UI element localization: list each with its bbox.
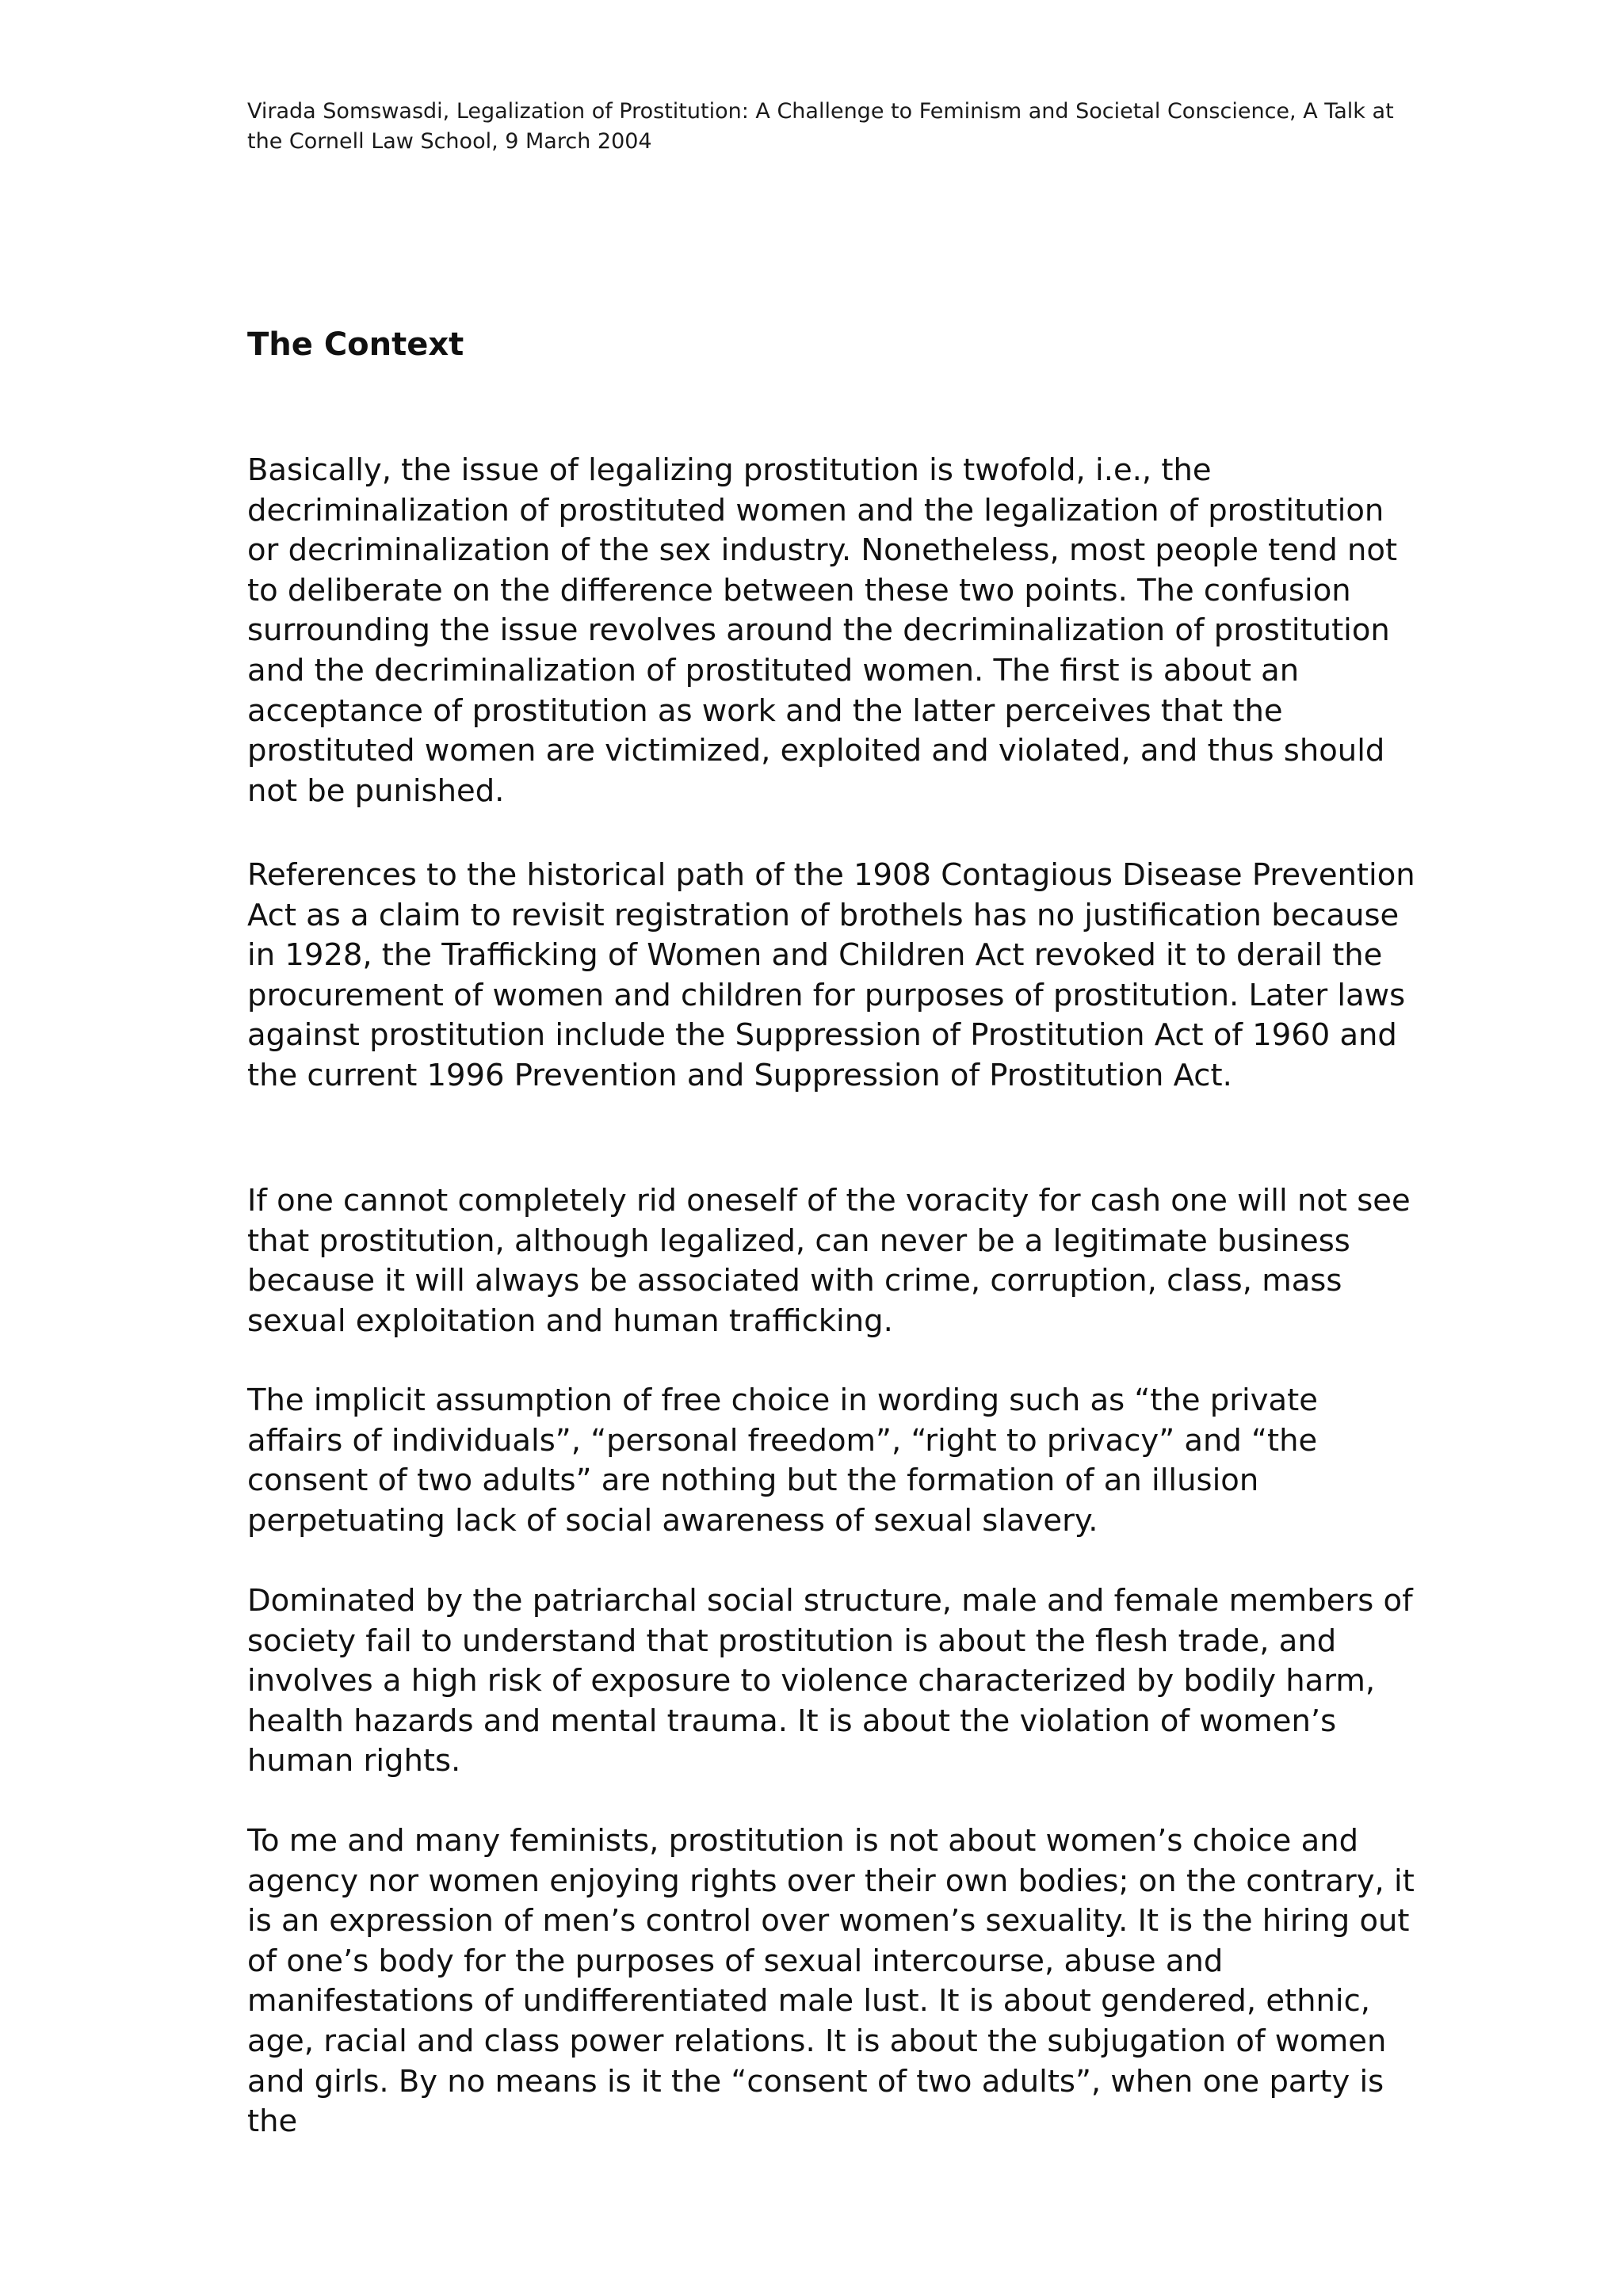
paragraph-decriminalization: Basically, the issue of legalizing prostitution is twofold, i.e., the decriminalization of prostituted women and the legalization of prostitution or decriminalization of the sex industry. Nonetheless, most people tend not to deliberate on the difference between these two points. The confusion surrounding the issue revolves around the decriminalization of prostitution and the decriminalization of prostituted women. The first is about an acceptance of prostitution as work and the latter perceives that the prostituted women are victimized, exploited and violated, and thus should not be punished. (247, 452, 1398, 809)
section-title: The Context (247, 326, 464, 363)
paragraph-legitimate-business: If one cannot completely rid oneself of the voracity for cash one will not see that prostitution, although legalized, can never be a legitimate business because it will always be associated with crime, corruption, class, mass sexual exploitation and human trafficking. (247, 1183, 1411, 1339)
paragraph-patriarchal-structure: Dominated by the patriarchal social structure, male and female members of society fail to understand that prostitution is about the flesh trade, and involves a high risk of exposure to violence characterized by bodily harm, health hazards and mental trauma. It is about the violation of women’s human rights. (247, 1583, 1413, 1779)
paragraph-historical-laws: References to the historical path of the 1908 Contagious Disease Prevention Act as a claim to revisit registration of brothels has no justification because in 1928, the Trafficking of Women and Children Act revoked it to derail the procurement of women and children for purposes of prostitution. Later laws against prostitution include the Suppression of Prostitution Act of 1960 and the current 1996 Prevention and Suppression of Prostitution Act. (247, 857, 1415, 1093)
paragraph-free-choice: The implicit assumption of free choice in wording such as “the private affairs of individuals”, “personal freedom”, “right to privacy” and “the consent of two adults” are nothing but the formation of an illusion perpetuating lack of social awareness of sexual slavery. (247, 1383, 1318, 1539)
running-header: Virada Somswasdi, Legalization of Prostitution: A Challenge to Feminism and Societal Conscience, A Talk at the Cornell Law School, 9 March 2004 (247, 99, 1394, 154)
paragraph-feminist-view: To me and many feminists, prostitution is not about women’s choice and agency nor women enjoying rights over their own bodies; on the contrary, it is an expression of men’s control over women’s sexuality. It is the hiring out of one’s body for the purposes of sexual intercourse, abuse and manifestations of undifferentiated male lust. It is about gendered, ethnic, age, racial and class power relations. It is about the subjugation of women and girls. By no means is it the “consent of two adults”, when one party is the (247, 1823, 1415, 2140)
